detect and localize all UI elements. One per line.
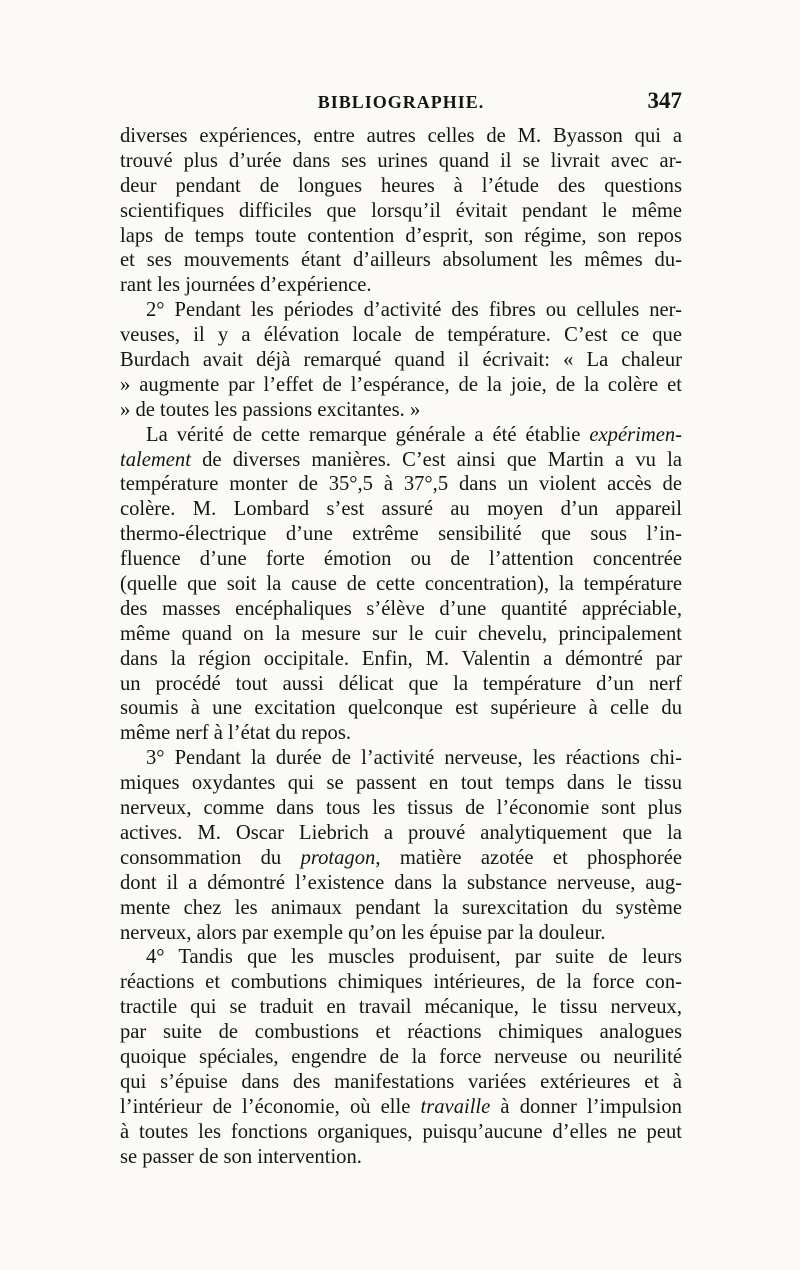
text-line (120, 945, 682, 970)
text-line (120, 248, 682, 273)
text-segment: diverses expériences, entre autres celles de M. Byasson qui a (120, 125, 682, 147)
text-segment: rant les journées d’expérience. (120, 274, 372, 297)
text-segment: actives. M. Oscar Liebrich a prouvé analytiquement que la (120, 821, 682, 844)
text-segment: La vérité de cette remarque générale a été établie (146, 423, 590, 446)
text-line (120, 921, 682, 946)
text-line (120, 522, 682, 547)
text-line (120, 796, 682, 821)
text-line (120, 597, 682, 622)
text-line (120, 1120, 682, 1145)
text-line (120, 771, 682, 796)
text-line (120, 1145, 682, 1170)
page-number: 347 (647, 88, 682, 113)
text-segment: » augmente par l’effet de l’espérance, de la joie, de la colère et (120, 373, 682, 396)
text-line (120, 348, 682, 373)
text-segment: 4° Tandis que les muscles produisent, par suite de leurs (146, 946, 682, 969)
text-segment: par suite de combustions et réactions chimiques analogues (120, 1021, 682, 1044)
text-segment: Burdach avait déjà remarqué quand il écrivait: « La chaleur (120, 349, 682, 372)
text-line (120, 995, 682, 1020)
text-segment: 2° Pendant les périodes d’activité des fibres ou cellules ner- (146, 299, 682, 322)
text-line (120, 448, 682, 473)
text-line (120, 672, 682, 697)
text-segment: veuses, il y a élévation locale de température. C’est ce que (120, 324, 682, 347)
italic-term: protagon (300, 846, 376, 869)
text-segment: l’intérieur de l’économie, où elle (120, 1095, 421, 1118)
text-line (120, 871, 682, 896)
text-segment: un procédé tout aussi délicat que la température d’un nerf (120, 672, 682, 695)
text-line (120, 373, 682, 398)
text-line (120, 298, 682, 323)
text-segment: qui s’épuise dans des manifestations variées extérieures et à (120, 1070, 682, 1093)
text-segment: soumis à une excitation quelconque est supérieure à celle du (120, 697, 682, 720)
running-header (120, 88, 682, 122)
text-segment: dans la région occipitale. Enfin, M. Valentin a démontré par (120, 647, 682, 670)
text-segment: quoique spéciales, engendre de la force nerveuse ou neurilité (120, 1045, 682, 1068)
text-line (120, 721, 682, 746)
text-line (120, 423, 682, 448)
text-line (120, 1095, 682, 1120)
text-segment: à toutes les fonctions organiques, puisqu’aucune d’elles ne peut (120, 1120, 682, 1143)
text-segment: même nerf à l’état du repos. (120, 722, 352, 745)
text-segment: et ses mouvements étant d’ailleurs absolument les mêmes du- (120, 249, 682, 272)
text-line (120, 622, 682, 647)
text-segment: nerveux, alors par exemple qu’on les épuise par la douleur. (120, 921, 606, 944)
text-line (120, 1070, 682, 1095)
text-line (120, 323, 682, 348)
text-line (120, 746, 682, 771)
italic-term: travaille (420, 1095, 491, 1118)
italic-term: expérimen- (589, 423, 682, 446)
text-segment: réactions et combutions chimiques intérieures, de la force con- (120, 971, 682, 994)
text-line (120, 647, 682, 672)
text-line (120, 224, 682, 249)
text-segment: mente chez les animaux pendant la surexcitation du système (120, 896, 682, 919)
text-segment: trouvé plus d’urée dans ses urines quand il se livrait avec ar- (120, 149, 682, 172)
text-segment: scientifiques difficiles que lorsqu’il évitait pendant le même (120, 199, 682, 222)
text-segment: de diverses manières. C’est ainsi que Martin a vu la (190, 448, 682, 471)
text-segment: 3° Pendant la durée de l’activité nerveuse, les réactions chi- (146, 747, 682, 770)
text-segment: (quelle que soit la cause de cette concentration), la température (120, 573, 682, 596)
text-segment: des masses encéphaliques s’élève d’une quantité appréciable, (120, 597, 682, 620)
text-line (120, 497, 682, 522)
text-segment: consommation du (120, 846, 301, 869)
text-segment: se passer de son intervention. (120, 1145, 362, 1168)
text-line (120, 472, 682, 497)
text-segment: dont il a démontré l’existence dans la substance nerveuse, aug- (120, 871, 682, 894)
text-line (120, 547, 682, 572)
text-segment: tractile qui se traduit en travail mécanique, le tissu nerveux, (120, 996, 682, 1019)
text-line (120, 273, 682, 298)
text-segment: thermo-électrique d’une extrême sensibilité que sous l’in- (120, 523, 682, 546)
text-segment: même quand on la mesure sur le cuir chevelu, principalement (120, 622, 682, 645)
text-segment: nerveux, comme dans tous les tissus de l’économie sont plus (120, 797, 682, 820)
text-segment: deur pendant de longues heures à l’étude des questions (120, 174, 682, 197)
text-segment: température monter de 35°,5 à 37°,5 dans un violent accès de (120, 473, 682, 496)
text-line (120, 696, 682, 721)
text-line (120, 149, 682, 174)
text-line (120, 896, 682, 921)
text-segment: laps de temps toute contention d’esprit, son régime, son repos (120, 224, 682, 247)
text-line (120, 572, 682, 597)
text-segment: » de toutes les passions excitantes. » (120, 398, 421, 421)
italic-term: talement (120, 448, 191, 471)
text-line (120, 174, 682, 199)
text-line (120, 970, 682, 995)
text-segment: fluence d’une forte émotion ou de l’attention concentrée (120, 548, 682, 571)
text-line (120, 398, 682, 423)
text-line (120, 124, 682, 149)
running-title: BIBLIOGRAPHIE. (317, 92, 485, 112)
text-line (120, 846, 682, 871)
text-line (120, 821, 682, 846)
text-line (120, 1020, 682, 1045)
text-segment: , matière azotée et phosphorée (375, 846, 682, 869)
text-segment: colère. M. Lombard s’est assuré au moyen d’un appareil (120, 498, 682, 521)
body-text (120, 124, 682, 1169)
text-line (120, 199, 682, 224)
text-segment: miques oxydantes qui se passent en tout temps dans le tissu (120, 772, 682, 795)
text-segment: à donner l’impulsion (490, 1095, 682, 1118)
text-line (120, 1045, 682, 1070)
